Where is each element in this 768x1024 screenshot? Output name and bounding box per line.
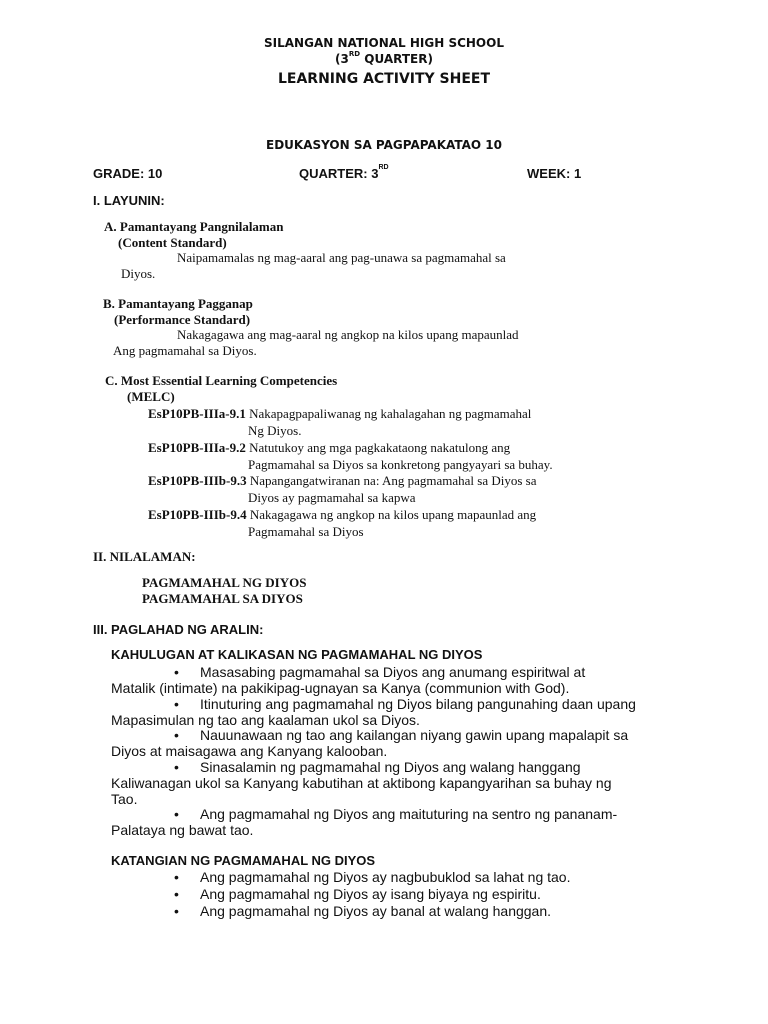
content-standard-title: A. Pamantayang Pangnilalaman (104, 219, 284, 234)
quarter-open: (3 (335, 52, 349, 66)
list-item (174, 759, 581, 775)
competency-4-cont: Pagmamahal sa Diyos (248, 524, 364, 539)
quarter-info-sup: RD (378, 164, 389, 171)
list-item-text: Ang pagmamahal ng Diyos ay isang biyaya ng espiritu. (200, 886, 541, 902)
competency-code: EsP10PB-IIIb-9.4 (148, 507, 247, 522)
content-standard-line1: Naipamamalas ng mag-aaral ang pag-unawa sa pagmamahal sa (177, 250, 506, 265)
list-item-cont: Matalik (intimate) na pakikipag-ugnayan sa Kanya (communion with God). (111, 680, 570, 696)
subheading-katangian: KATANGIAN NG PAGMAMAHAL NG DIYOS (111, 853, 376, 868)
list-item-cont: Kaliwanagan ukol sa Kanyang kabutihan at aktibong kapangyarihan sa buhay ng (111, 775, 612, 791)
sheet-title: LEARNING ACTIVITY SHEET (277, 71, 491, 87)
performance-standard-title: B. Pamantayang Pagganap (103, 296, 253, 311)
list-item (174, 806, 617, 822)
content-item-1: PAGMAMAHAL NG DIYOS (142, 575, 307, 590)
bullet-icon: • (174, 759, 179, 775)
competency-3-cont: Diyos ay pagmamahal sa kapwa (248, 490, 416, 505)
list-item (174, 886, 541, 902)
competency-4 (148, 507, 536, 523)
competency-1-cont: Ng Diyos. (248, 423, 302, 438)
grade-label: GRADE: 10 (93, 166, 163, 181)
list-item (174, 727, 628, 743)
section2-heading: II. NILALAMAN: (93, 549, 196, 564)
bullet-icon: • (174, 806, 179, 822)
section3-heading: III. PAGLAHAD NG ARALIN: (93, 622, 264, 637)
bullet-icon: • (174, 886, 179, 902)
bullet-icon: • (174, 664, 179, 680)
school-name: SILANGAN NATIONAL HIGH SCHOOL (264, 36, 504, 50)
list-item-text: Sinasalamin ng pagmamahal ng Diyos ang walang hanggang (200, 759, 581, 775)
list-item-cont: Tao. (111, 791, 138, 807)
list-item-cont: Palataya ng bawat tao. (111, 822, 254, 838)
quarter-info (299, 166, 389, 181)
performance-standard-line2: Ang pagmamahal sa Diyos. (113, 343, 257, 358)
bullet-icon: • (174, 696, 179, 712)
competency-text: Napangangatwiranan na: Ang pagmamahal sa Diyos sa (246, 473, 537, 488)
list-item-text: Ang pagmamahal ng Diyos ay nagbubuklod sa lahat ng tao. (200, 869, 571, 885)
competency-3 (148, 473, 537, 489)
bullet-icon: • (174, 727, 179, 743)
melc-title: C. Most Essential Learning Competencies (105, 373, 338, 388)
list-item-cont: Mapasimulan ng tao ang kaalaman ukol sa Diyos. (111, 712, 420, 728)
bullet-icon: • (174, 903, 179, 919)
competency-2-cont: Pagmamahal sa Diyos sa konkretong pangyayari sa buhay. (248, 457, 553, 472)
performance-standard-line1: Nakagagawa ang mag-aaral ng angkop na kilos upang mapaunlad (177, 327, 519, 342)
quarter-close: QUARTER) (360, 52, 433, 66)
list-item-text: Masasabing pagmamahal sa Diyos ang anumang espiritwal at (200, 664, 586, 680)
competency-code: EsP10PB-IIIb-9.3 (148, 473, 247, 488)
list-item (174, 869, 570, 885)
section1-heading: I. LAYUNIN: (93, 193, 165, 208)
list-item-cont: Diyos at maisagawa ang Kanyang kalooban. (111, 743, 388, 759)
content-standard-line2: Diyos. (121, 266, 156, 281)
competency-text: Nakagagawa ng angkop na kilos upang mapaunlad ang (246, 507, 537, 522)
content-standard-sub: (Content Standard) (118, 235, 227, 250)
list-item-text: Nauunawaan ng tao ang kailangan niyang gawin upang mapalapit sa (200, 727, 629, 743)
quarter-info-text: QUARTER: 3 (299, 166, 379, 181)
performance-standard-sub: (Performance Standard) (114, 312, 251, 327)
competency-2 (148, 440, 510, 456)
quarter-sup: RD (348, 50, 361, 58)
content-item-2: PAGMAMAHAL SA DIYOS (142, 591, 303, 606)
list-item (174, 696, 636, 712)
list-item (174, 903, 551, 919)
competency-1 (148, 406, 531, 422)
competency-text: Natutukoy ang mga pagkakataong nakatulong ang (245, 440, 511, 455)
melc-sub: (MELC) (127, 389, 175, 404)
list-item (174, 664, 585, 680)
list-item-text: Ang pagmamahal ng Diyos ay banal at walang hanggan. (200, 903, 552, 919)
competency-code: EsP10PB-IIIa-9.2 (148, 440, 246, 455)
subheading-kahulugan: KAHULUGAN AT KALIKASAN NG PAGMAMAHAL NG DIYOS (111, 647, 483, 662)
competency-text: Nakapagpapaliwanag ng kahalagahan ng pagmamahal (245, 406, 532, 421)
list-item-text: Ang pagmamahal ng Diyos ang maituturing na sentro ng pananam- (200, 806, 618, 822)
competency-code: EsP10PB-IIIa-9.1 (148, 406, 246, 421)
subject-title: EDUKASYON SA PAGPAPAKATAO 10 (266, 138, 502, 152)
bullet-icon: • (174, 869, 179, 885)
list-item-text: Itinuturing ang pagmamahal ng Diyos bilang pangunahing daan upang (200, 696, 636, 712)
week-label: WEEK: 1 (527, 166, 582, 181)
quarter-label (0, 52, 768, 66)
